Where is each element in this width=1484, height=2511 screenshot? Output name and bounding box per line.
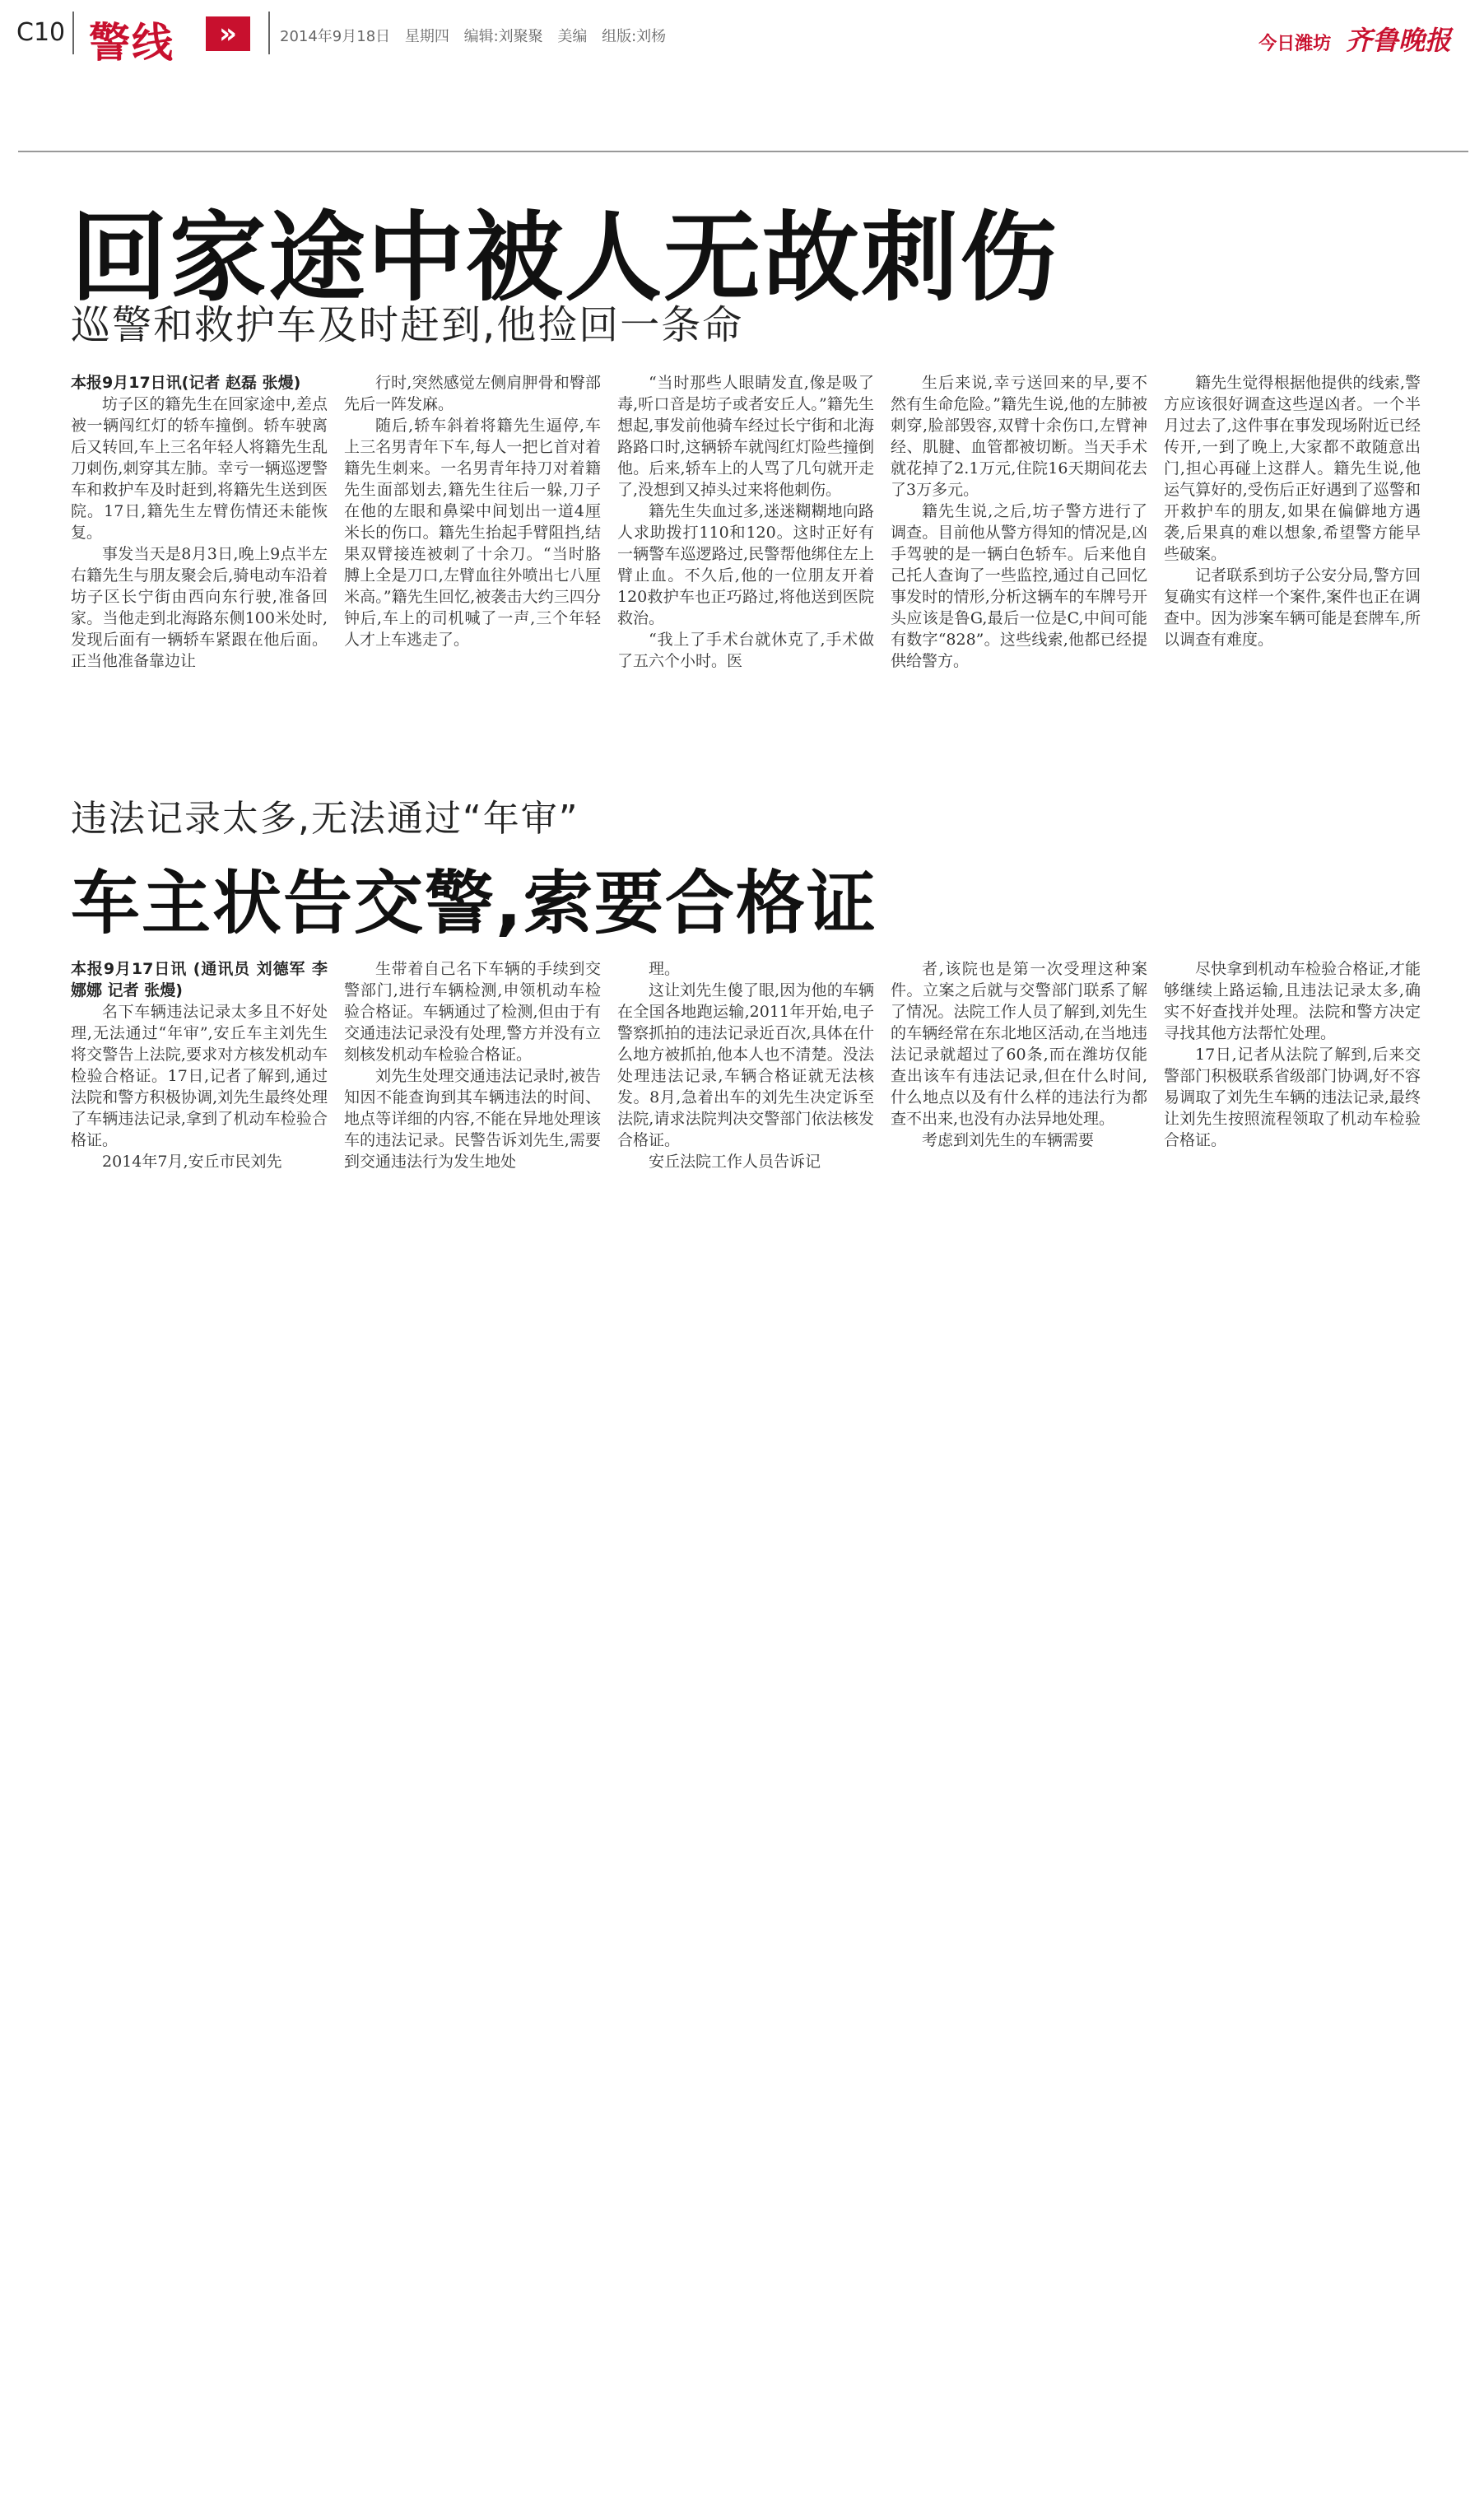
article1-column-1 — [71, 372, 328, 672]
article2-column-text — [891, 958, 1147, 1151]
article2-column-text — [617, 958, 874, 1172]
paragraph: “我上了手术台就休克了,手术做了五六个小时。医 — [617, 631, 874, 670]
article1-column-text — [1164, 372, 1421, 650]
page-header — [0, 0, 1484, 67]
paragraph: 名下车辆违法记录太多且不好处理,无法通过“年审”,安丘车主刘先生将交警告上法院,要求对方核发机动车检验合格证。17日,记者了解到,通过法院和警方积极协调,刘先生最终处理了车辆违法记录,拿到了机动车检验合格证。 — [71, 1003, 328, 1149]
paragraph: 17日,记者从法院了解到,后来交警部门积极联系省级部门协调,好不容易调取了刘先生车辆的违法记录,最终让刘先生按照流程领取了机动车检验合格证。 — [1164, 1046, 1421, 1149]
article2-column-5 — [1164, 958, 1421, 1151]
paragraph: “当时那些人眼睛发直,像是吸了毒,听口音是坊子或者安丘人。”籍先生想起,事发前他骑车经过长宁街和北海路路口时,这辆轿车就闯红灯险些撞倒他。后来,轿车上的人骂了几句就开走了,没想到又掉头过来将他刺伤。 — [617, 374, 874, 499]
paragraph: 坊子区的籍先生在回家途中,差点被一辆闯红灯的轿车撞倒。轿车驶离后又转回,车上三名年轻人将籍先生乱刀刺伤,刺穿其左肺。幸亏一辆巡逻警车和救护车及时赶到,将籍先生送到医院。17日,籍先生左臂伤情还未能恢复。 — [71, 395, 328, 542]
paragraph: 籍先生说,之后,坊子警方进行了调查。目前他从警方得知的情况是,凶手驾驶的是一辆白色轿车。后来他自己托人查询了一些监控,通过自己回忆事发时的情形,分析这辆车的车牌号开头应该是鲁G,最后一位是C,中间可能有数字“828”。这些线索,他都已经提供给警方。 — [891, 502, 1147, 670]
paragraph: 记者联系到坊子公安分局,警方回复确实有这样一个案件,案件也正在调查中。因为涉案车辆可能是套牌车,所以调查有难度。 — [1164, 566, 1421, 649]
article2-headline: 车主状告交警,索要合格证 — [71, 863, 877, 943]
paragraph: 籍先生失血过多,迷迷糊糊地向路人求助拨打110和120。这时正好有一辆警车巡逻路过,民警帮他绑住左上臂止血。不久后,他的一位朋友开着120救护车也正巧路过,将他送到医院救治。 — [617, 502, 874, 627]
article1-column-4 — [891, 372, 1147, 672]
article1-column-text — [891, 372, 1147, 672]
article2-subheadline: 违法记录太多,无法通过“年审” — [71, 798, 579, 840]
paragraph: 生带着自己名下车辆的手续到交警部门,进行车辆检测,申领机动车检验合格证。车辆通过了检测,但由于有交通违法记录没有处理,警方并没有立刻核发机动车检验合格证。 — [344, 960, 601, 1064]
article2-column-3 — [617, 958, 874, 1172]
paragraph: 者,该院也是第一次受理这种案件。立案之后就与交警部门联系了解了情况。法院工作人员了解到,刘先生的车辆经常在东北地区活动,在当地违法记录就超过了60条,而在潍坊仅能查出该车有违法记录,但在什么时间,什么地点以及有什么样的违法行为都查不出来,也没有办法异地处理。 — [891, 960, 1147, 1128]
section-title: 警线 — [89, 19, 174, 67]
article1-column-text — [344, 372, 601, 650]
paragraph: 事发当天是8月3日,晚上9点半左右籍先生与朋友聚会后,骑电动车沿着坊子区长宁街由西向东行驶,准备回家。当他走到北海路东侧100米处时,发现后面有一辆轿车紧跟在他后面。正当他准备靠边让 — [71, 545, 328, 670]
header-rule — [18, 151, 1468, 152]
issue-meta: 2014年9月18日 星期四 编辑:刘聚聚 美编 组版:刘杨 — [280, 28, 667, 45]
article1-column-5 — [1164, 372, 1421, 650]
divider — [72, 12, 74, 54]
article1-column-text — [71, 394, 328, 672]
article1-byline: 本报9月17日讯(记者 赵磊 张熳) — [71, 374, 301, 392]
paragraph: 尽快拿到机动车检验合格证,才能够继续上路运输,且违法记录太多,确实不好查找并处理。法院和警方决定寻找其他方法帮忙处理。 — [1164, 960, 1421, 1042]
article2-column-2 — [344, 958, 601, 1172]
article1-column-text — [617, 372, 874, 672]
paragraph: 生后来说,幸亏送回来的早,要不然有生命危险。”籍先生说,他的左肺被刺穿,脸部毁容,双臂十余伤口,左臂神经、肌腱、血管都被切断。当天手术就花掉了2.1万元,住院16天期间花去了3万多元。 — [891, 374, 1147, 499]
divider — [268, 12, 270, 54]
paragraph: 安丘法院工作人员告诉记 — [649, 1153, 821, 1171]
region-label: 今日潍坊 — [1258, 34, 1332, 54]
article2-column-text — [344, 958, 601, 1172]
paragraph: 这让刘先生傻了眼,因为他的车辆在全国各地跑运输,2011年开始,电子警察抓拍的违法记录近百次,具体在什么地方被抓拍,他本人也不清楚。没法处理违法记录,车辆合格证就无法核发。8月,急着出车的刘先生决定诉至法院,请求法院判决交警部门依法核发合格证。 — [617, 981, 874, 1149]
article1-headline: 回家途中被人无故刺伤 — [71, 201, 1059, 314]
paragraph: 行时,突然感觉左侧肩胛骨和臀部先后一阵发麻。 — [344, 374, 601, 413]
article2-byline: 本报9月17日讯 (通讯员 刘德军 李娜娜 记者 张熳) — [71, 960, 328, 999]
chevron-right-icon: » — [206, 16, 250, 51]
paragraph: 刘先生处理交通违法记录时,被告知因不能查询到其车辆违法的时间、地点等详细的内容,不能在异地处理该车的违法记录。民警告诉刘先生,需要到交通违法行为发生地处 — [344, 1067, 601, 1171]
article2-column-1 — [71, 958, 328, 1172]
paragraph: 理。 — [649, 960, 681, 978]
paragraph: 考虑到刘先生的车辆需要 — [922, 1131, 1095, 1149]
newspaper-logo: 齐鲁晚报 — [1345, 25, 1451, 56]
article1-column-2 — [344, 372, 601, 650]
paragraph: 2014年7月,安丘市民刘先 — [102, 1153, 282, 1171]
article1-column-3 — [617, 372, 874, 672]
paragraph: 籍先生觉得根据他提供的线索,警方应该很好调查这些逞凶者。一个半月过去了,这件事在事发现场附近已经传开,一到了晚上,大家都不敢随意出门,担心再碰上这群人。籍先生说,他运气算好的,受伤后正好遇到了巡警和开救护车的朋友,如果在偏僻地方遇袭,后果真的难以想象,希望警方能早些破案。 — [1164, 374, 1421, 563]
article1-subheadline: 巡警和救护车及时赶到,他捡回一条命 — [71, 302, 744, 348]
article2-column-4 — [891, 958, 1147, 1151]
paragraph: 随后,轿车斜着将籍先生逼停,车上三名男青年下车,每人一把匕首对着籍先生刺来。一名男青年持刀对着籍先生面部划去,籍先生往后一躲,刀子在他的左眼和鼻梁中间划出一道4厘米长的伤口。籍先生抬起手臂阻挡,结果双臂接连被刺了十余刀。“当时胳膊上全是刀口,左臂血往外喷出七八厘米高。”籍先生回忆,被袭击大约三四分钟后,车上的司机喊了一声,三个年轻人才上车逃走了。 — [344, 417, 601, 649]
brand — [1258, 20, 1451, 58]
page-number: C10 — [16, 18, 66, 47]
article2-column-text — [1164, 958, 1421, 1151]
article2-column-text — [71, 1001, 328, 1172]
